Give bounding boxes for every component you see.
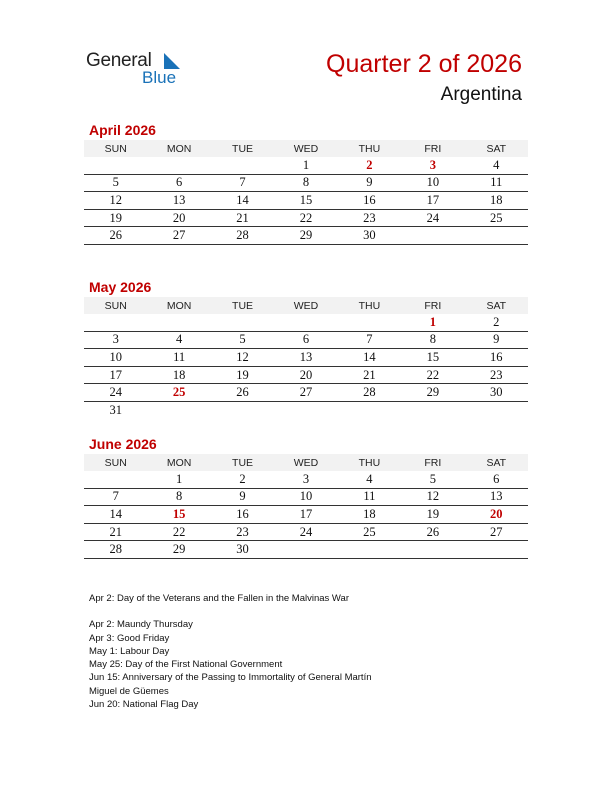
weekday-header: FRI [401, 140, 464, 157]
day-cell: 15 [274, 192, 337, 210]
day-cell [401, 227, 464, 245]
day-cell: 12 [211, 349, 274, 367]
holiday-note: Apr 3: Good Friday [89, 632, 170, 644]
day-cell: 24 [401, 209, 464, 227]
day-cell [338, 541, 401, 559]
day-cell: 9 [338, 174, 401, 192]
day-cell: 10 [274, 488, 337, 506]
day-cell: 23 [338, 209, 401, 227]
logo-blue-text: Blue [142, 68, 177, 87]
day-cell: 9 [465, 331, 528, 349]
day-cell: 25 [465, 209, 528, 227]
month-title: May 2026 [89, 279, 152, 295]
day-cell [211, 314, 274, 331]
day-cell: 22 [274, 209, 337, 227]
weekday-header: SUN [84, 297, 147, 314]
day-cell: 10 [401, 174, 464, 192]
day-cell: 27 [274, 384, 337, 402]
day-cell [211, 157, 274, 174]
logo-triangle-icon [160, 53, 180, 69]
day-cell [465, 541, 528, 559]
month-title: April 2026 [89, 122, 156, 138]
day-cell: 22 [401, 366, 464, 384]
day-cell: 20 [465, 506, 528, 524]
day-cell: 28 [84, 541, 147, 559]
holiday-note: Apr 2: Day of the Veterans and the Fallen in the Malvinas War [89, 593, 349, 604]
day-cell: 27 [147, 227, 210, 245]
weekday-header: FRI [401, 297, 464, 314]
day-cell: 23 [465, 366, 528, 384]
day-cell: 14 [211, 192, 274, 210]
holiday-note: Miguel de Güemes [89, 685, 169, 697]
week-row [84, 523, 528, 541]
day-cell: 14 [338, 349, 401, 367]
week-row [84, 541, 528, 559]
day-cell: 12 [401, 488, 464, 506]
day-cell: 7 [211, 174, 274, 192]
day-cell [147, 401, 210, 418]
day-cell: 26 [84, 227, 147, 245]
week-row [84, 506, 528, 524]
day-cell: 4 [338, 471, 401, 488]
weekday-header: FRI [401, 454, 464, 471]
weekday-header: WED [274, 297, 337, 314]
day-cell: 29 [401, 384, 464, 402]
day-cell: 19 [84, 209, 147, 227]
week-row [84, 366, 528, 384]
day-cell: 16 [338, 192, 401, 210]
day-cell [84, 157, 147, 174]
weekday-header: SAT [465, 454, 528, 471]
day-cell: 3 [401, 157, 464, 174]
weekday-header: MON [147, 297, 210, 314]
day-cell [465, 227, 528, 245]
day-cell: 21 [211, 209, 274, 227]
logo-general-text: General [86, 50, 152, 71]
day-cell: 28 [338, 384, 401, 402]
calendar-grid [84, 454, 528, 559]
day-cell [401, 541, 464, 559]
day-cell: 8 [274, 174, 337, 192]
day-cell: 13 [274, 349, 337, 367]
day-cell: 24 [274, 523, 337, 541]
generalblue-logo [86, 50, 196, 90]
day-cell: 7 [84, 488, 147, 506]
week-row [84, 209, 528, 227]
day-cell: 25 [147, 384, 210, 402]
holiday-note: Apr 2: Maundy Thursday [89, 619, 193, 631]
week-row [84, 384, 528, 402]
weekday-header: SUN [84, 140, 147, 157]
weekday-header: TUE [211, 140, 274, 157]
week-row [84, 192, 528, 210]
day-cell: 11 [147, 349, 210, 367]
week-row [84, 488, 528, 506]
week-row [84, 349, 528, 367]
day-cell: 29 [147, 541, 210, 559]
day-cell: 18 [147, 366, 210, 384]
day-cell: 6 [274, 331, 337, 349]
day-cell: 11 [465, 174, 528, 192]
day-cell: 8 [147, 488, 210, 506]
day-cell: 17 [401, 192, 464, 210]
day-cell: 28 [211, 227, 274, 245]
day-cell: 2 [211, 471, 274, 488]
day-cell: 1 [274, 157, 337, 174]
day-cell: 10 [84, 349, 147, 367]
holiday-note: Jun 20: National Flag Day [89, 699, 199, 711]
day-cell: 2 [338, 157, 401, 174]
day-cell: 18 [465, 192, 528, 210]
month-april [84, 122, 528, 245]
day-cell: 14 [84, 506, 147, 524]
day-cell: 22 [147, 523, 210, 541]
day-cell: 5 [401, 471, 464, 488]
weekday-header: SAT [465, 297, 528, 314]
holiday-note: Jun 15: Anniversary of the Passing to Immortality of General Martín [89, 672, 372, 684]
day-cell: 5 [211, 331, 274, 349]
week-row [84, 471, 528, 488]
month-june [84, 436, 528, 559]
weekday-header: TUE [211, 454, 274, 471]
day-cell: 16 [211, 506, 274, 524]
calendar-grid [84, 297, 528, 419]
week-row [84, 401, 528, 418]
day-cell: 17 [274, 506, 337, 524]
day-cell [84, 314, 147, 331]
weekday-header: TUE [211, 297, 274, 314]
weekday-header: WED [274, 454, 337, 471]
day-cell: 30 [211, 541, 274, 559]
day-cell: 11 [338, 488, 401, 506]
month-may [84, 279, 528, 419]
day-cell [338, 401, 401, 418]
day-cell: 6 [147, 174, 210, 192]
holiday-notes [89, 592, 372, 711]
day-cell: 15 [147, 506, 210, 524]
day-cell: 1 [147, 471, 210, 488]
day-cell: 19 [211, 366, 274, 384]
day-cell: 8 [401, 331, 464, 349]
day-cell: 23 [211, 523, 274, 541]
day-cell: 29 [274, 227, 337, 245]
day-cell: 25 [338, 523, 401, 541]
weekday-header: WED [274, 140, 337, 157]
day-cell: 9 [211, 488, 274, 506]
week-row [84, 174, 528, 192]
day-cell: 21 [84, 523, 147, 541]
day-cell: 3 [274, 471, 337, 488]
day-cell: 30 [338, 227, 401, 245]
calendar-grid [84, 140, 528, 245]
day-cell: 24 [84, 384, 147, 402]
day-cell: 1 [401, 314, 464, 331]
country-name: Argentina [440, 84, 522, 105]
day-cell: 5 [84, 174, 147, 192]
day-cell [147, 314, 210, 331]
day-cell: 3 [84, 331, 147, 349]
day-cell: 31 [109, 402, 122, 417]
day-cell [84, 471, 147, 488]
day-cell: 30 [465, 384, 528, 402]
day-cell: 26 [401, 523, 464, 541]
weekday-header: MON [147, 140, 210, 157]
weekday-header: MON [147, 454, 210, 471]
day-cell: 26 [211, 384, 274, 402]
week-row [84, 157, 528, 174]
weekday-header: SUN [84, 454, 147, 471]
week-row [84, 314, 528, 331]
day-cell: 15 [401, 349, 464, 367]
weekday-header: THU [338, 297, 401, 314]
page-title: Quarter 2 of 2026 [326, 50, 522, 78]
weekday-header: THU [338, 454, 401, 471]
day-cell: 4 [465, 157, 528, 174]
month-title: June 2026 [89, 436, 157, 452]
day-cell: 2 [465, 314, 528, 331]
day-cell: 20 [274, 366, 337, 384]
day-cell: 27 [465, 523, 528, 541]
week-row [84, 331, 528, 349]
day-cell: 20 [147, 209, 210, 227]
day-cell [274, 401, 337, 418]
holiday-note: May 1: Labour Day [89, 645, 170, 657]
day-cell: 21 [338, 366, 401, 384]
day-cell: 16 [465, 349, 528, 367]
week-row [84, 227, 528, 245]
day-cell [274, 314, 337, 331]
holiday-note: May 25: Day of the First National Government [89, 659, 283, 671]
day-cell [401, 401, 464, 418]
day-cell: 13 [465, 488, 528, 506]
day-cell [147, 157, 210, 174]
day-cell [338, 314, 401, 331]
weekday-header: SAT [465, 140, 528, 157]
day-cell: 6 [465, 471, 528, 488]
day-cell [211, 401, 274, 418]
day-cell: 13 [147, 192, 210, 210]
day-cell: 19 [401, 506, 464, 524]
day-cell: 4 [147, 331, 210, 349]
day-cell: 17 [84, 366, 147, 384]
day-cell [465, 401, 528, 418]
day-cell [274, 541, 337, 559]
weekday-header: THU [338, 140, 401, 157]
day-cell: 12 [84, 192, 147, 210]
day-cell: 7 [338, 331, 401, 349]
day-cell: 18 [338, 506, 401, 524]
